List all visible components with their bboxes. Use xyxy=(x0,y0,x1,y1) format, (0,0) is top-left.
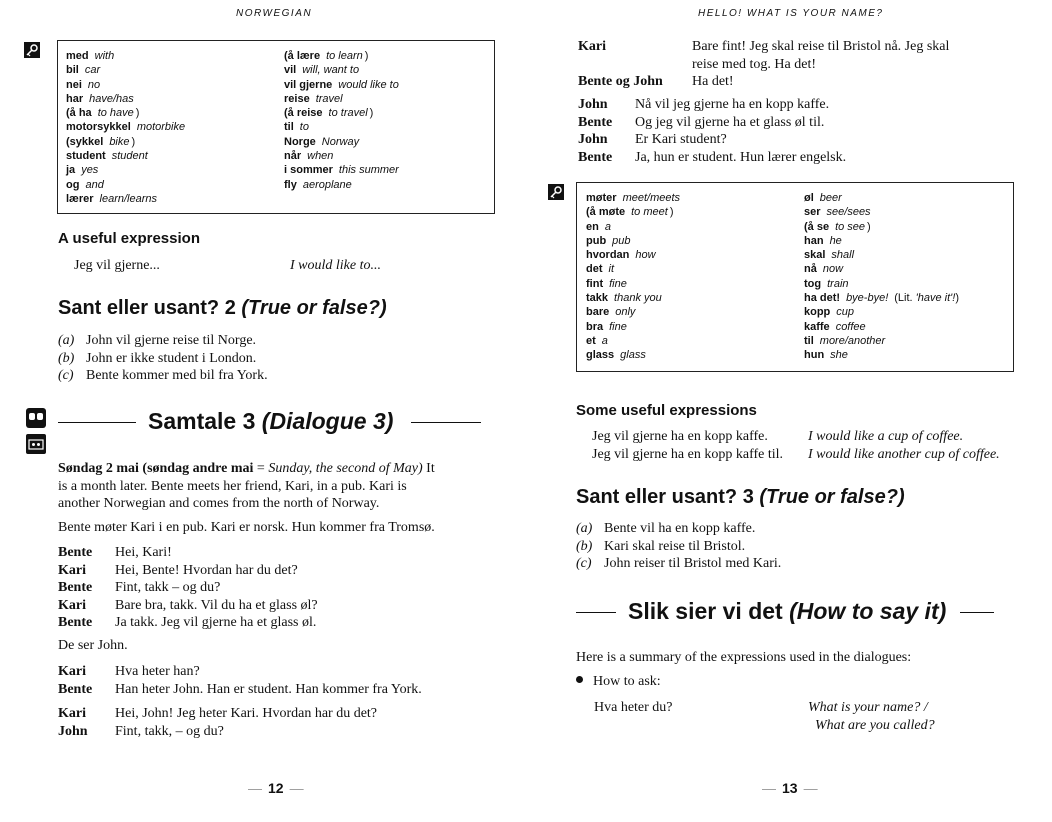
ask-norwegian: Hva heter du? xyxy=(594,700,673,715)
true-false-item xyxy=(58,332,268,350)
vocab-english: how xyxy=(635,249,656,262)
vocab-english: glass xyxy=(620,349,646,362)
useful-expression-heading: A useful expression xyxy=(58,230,200,247)
vocab-norwegian: motorsykkel xyxy=(66,121,131,134)
item-label: (a) xyxy=(58,333,75,348)
note-close: ) xyxy=(955,292,960,305)
vocab-norwegian: ser xyxy=(804,206,821,219)
vocab-english: coffee xyxy=(835,320,866,333)
dialogue-line xyxy=(578,73,949,91)
vocab-close-paren: ) xyxy=(364,50,369,62)
vocab-english: will, want to xyxy=(302,64,360,77)
vocab-norwegian: nei xyxy=(66,78,82,91)
vocab-entry xyxy=(284,49,399,63)
vocab-english: a xyxy=(601,334,608,347)
running-head: NORWEGIAN xyxy=(236,8,313,19)
vocab-english: car xyxy=(84,64,101,77)
vocab-entry xyxy=(284,149,399,163)
speech-text: Ha det! xyxy=(692,74,734,89)
dialogue-line xyxy=(578,131,846,149)
vocab-entry xyxy=(586,320,680,334)
vocab-entry xyxy=(284,120,399,134)
vocab-english: now xyxy=(822,263,844,276)
vocab-english: bike xyxy=(109,135,130,148)
vocab-english: motorbike xyxy=(136,121,186,134)
vocab-entry xyxy=(586,262,680,276)
vocab-english: no xyxy=(87,78,101,91)
vocab-note xyxy=(894,292,959,304)
item-text: John er ikke student i London. xyxy=(86,350,257,366)
vocab-english: would like to xyxy=(338,78,399,91)
vocab-norwegian: vil xyxy=(284,64,297,77)
speech-text: Fint, takk – og du? xyxy=(115,580,221,595)
vocab-close-paren: ) xyxy=(135,107,140,120)
item-label: (c) xyxy=(576,556,592,571)
vocab-english: beer xyxy=(819,192,842,204)
vocab-norwegian: (å ha xyxy=(66,107,92,120)
vocab-entry xyxy=(284,63,399,77)
vocab-entry xyxy=(284,106,399,120)
expression-norwegian: Jeg vil gjerne ha en kopp kaffe til. xyxy=(592,446,784,462)
vocab-entry xyxy=(66,63,185,77)
vocab-entry xyxy=(284,163,399,177)
vocab-norwegian: Norge xyxy=(284,135,316,148)
vocab-norwegian: student xyxy=(66,150,106,163)
vocab-close-paren: ) xyxy=(867,220,871,233)
speaker-name: Bente og John xyxy=(578,74,663,89)
useful-expression xyxy=(592,428,1000,446)
vocab-entry xyxy=(284,135,399,149)
vocab-english: thank you xyxy=(614,292,662,305)
vocab-entry xyxy=(804,320,959,334)
vocab-entry xyxy=(586,277,680,291)
vocab-english: fine xyxy=(609,277,627,290)
dialogue-block xyxy=(58,544,318,632)
dialogue-line xyxy=(578,149,846,167)
vocab-entry xyxy=(66,192,185,206)
vocab-english: pub xyxy=(612,234,631,247)
title-rule xyxy=(576,612,616,613)
item-text: Bente kommer med bil fra York. xyxy=(86,368,268,383)
date-norwegian: Søndag 2 mai (søndag andre mai xyxy=(58,461,254,476)
vocab-english: a xyxy=(604,220,611,233)
item-label: (a) xyxy=(576,521,593,536)
vocab-english: fine xyxy=(609,320,627,333)
vocab-english: bye-bye! xyxy=(846,292,889,305)
dialogue-line xyxy=(58,663,422,681)
vocab-entry xyxy=(586,248,680,262)
vocab-norwegian: i sommer xyxy=(284,164,333,177)
vocab-norwegian: øl xyxy=(804,192,814,204)
speech-text: Nå vil jeg gjerne ha en kopp kaffe. xyxy=(635,97,830,112)
vocab-norwegian: (å reise xyxy=(284,107,323,120)
useful-expressions-heading: Some useful expressions xyxy=(576,402,757,419)
vocab-entry xyxy=(804,205,959,219)
vocab-norwegian: fly xyxy=(284,178,297,191)
speaker-name: Kari xyxy=(58,706,86,721)
vocab-english: learn/learns xyxy=(99,192,158,205)
useful-expression-english: I would like to... xyxy=(290,258,381,273)
vocab-entry xyxy=(586,191,680,205)
key-icon xyxy=(24,42,40,58)
vocab-entry xyxy=(66,149,185,163)
vocab-entry xyxy=(586,305,680,319)
cassette-icon xyxy=(26,434,46,454)
vocab-entry xyxy=(66,49,185,63)
intro-text: another Norwegian and comes from the north of Norway. xyxy=(58,496,380,511)
vocab-norwegian: til xyxy=(804,334,814,347)
dialogue-line xyxy=(58,681,422,699)
vocab-entry xyxy=(804,334,959,348)
speech-text: Ja, hun er student. Hun lærer engelsk. xyxy=(635,149,847,165)
vocab-norwegian: til xyxy=(284,121,294,134)
vocab-norwegian: fint xyxy=(586,277,604,290)
vocab-norwegian: en xyxy=(586,220,599,233)
vocab-norwegian: nå xyxy=(804,263,817,276)
dialogue-intro xyxy=(58,460,498,513)
vocab-english: and xyxy=(85,178,104,191)
true-false-heading xyxy=(58,297,387,320)
vocab-entry xyxy=(804,291,959,305)
vocab-english: more/another xyxy=(819,334,886,347)
vocab-norwegian: vil gjerne xyxy=(284,78,333,91)
vocab-entry xyxy=(586,220,680,234)
item-text: Bente vil ha en kopp kaffe. xyxy=(604,521,756,536)
useful-expression xyxy=(592,446,1000,464)
dialogue-line xyxy=(58,597,318,615)
title-text: Slik sier vi det xyxy=(628,598,790,624)
item-text: Kari skal reise til Bristol. xyxy=(604,538,746,554)
speech-text: Bare bra, takk. Vil du ha et glass øl? xyxy=(115,597,318,613)
vocab-norwegian: hvordan xyxy=(586,249,630,262)
vocab-english: to meet xyxy=(631,206,668,219)
useful-expression-norwegian: Jeg vil gjerne... xyxy=(74,258,160,273)
speech-text: Er Kari student? xyxy=(635,132,727,147)
speaker-name: Bente xyxy=(578,149,613,165)
vocab-english: train xyxy=(827,277,849,290)
vocab-norwegian: bare xyxy=(586,306,610,319)
speaker-name: John xyxy=(58,723,88,739)
vocab-entry xyxy=(804,220,959,234)
expression-english: I would like another cup of coffee. xyxy=(808,446,1000,462)
page-number: — 13 — xyxy=(756,780,824,796)
speech-text: Og jeg vil gjerne ha et glass øl til. xyxy=(635,114,825,130)
vocab-entry xyxy=(66,178,185,192)
speaker-name: Bente xyxy=(58,580,93,595)
vocab-entry xyxy=(66,92,185,106)
speech-text: Han heter John. Han er student. Han kommer fra York. xyxy=(115,681,422,697)
section-title xyxy=(576,598,994,625)
vocab-norwegian: bra xyxy=(586,320,604,333)
vocab-norwegian: reise xyxy=(284,92,310,105)
dialogue-line xyxy=(58,544,318,562)
item-text: John vil gjerne reise til Norge. xyxy=(86,333,257,348)
true-false-list xyxy=(58,332,268,385)
vocab-norwegian: ha det! xyxy=(804,292,841,305)
vocab-entry xyxy=(586,291,680,305)
vocab-entry xyxy=(586,334,680,348)
expression-english: I would like a cup of coffee. xyxy=(808,429,964,444)
vocab-entry xyxy=(66,78,185,92)
vocab-english: when xyxy=(307,150,334,163)
ask-english: What are you called? xyxy=(815,718,935,733)
vocab-entry xyxy=(586,234,680,248)
vocab-norwegian: når xyxy=(284,150,302,163)
dialogue-line xyxy=(58,579,318,597)
true-false-heading xyxy=(576,486,905,509)
page-number: — 12 — xyxy=(242,780,310,796)
vocab-entry xyxy=(66,120,185,134)
vocabulary-column xyxy=(586,191,680,363)
vocab-english: he xyxy=(829,234,842,247)
speech-text: Hei, John! Jeg heter Kari. Hvordan har du det? xyxy=(115,706,378,721)
speaker-name: Kari xyxy=(58,597,86,613)
vocab-norwegian: han xyxy=(804,234,824,247)
note-italic: 'have it'! xyxy=(915,292,956,305)
dialogue-line xyxy=(58,705,377,723)
dialogue-line xyxy=(578,114,846,132)
scene-description: De ser John. xyxy=(58,638,128,653)
intro-text: is a month later. Bente meets her friend, Kari, in a pub. Kari is xyxy=(58,478,407,494)
vocab-english: travel xyxy=(315,92,343,105)
title-rule xyxy=(58,422,136,423)
dialogue-block xyxy=(578,38,949,91)
vocab-english: Norway xyxy=(321,135,360,148)
item-label: (b) xyxy=(576,538,593,554)
vocabulary-column xyxy=(284,49,399,192)
dialogue-title xyxy=(58,408,481,435)
title-italic: (How to say it) xyxy=(789,598,947,624)
vocab-entry xyxy=(804,348,959,362)
speech-text: reise med tog. Ha det! xyxy=(692,56,817,72)
vocab-english: student xyxy=(111,150,148,163)
vocab-norwegian: møter xyxy=(586,192,617,204)
dialogue-line xyxy=(58,614,318,632)
vocab-english: only xyxy=(615,306,636,319)
vocab-english: shall xyxy=(831,249,855,262)
speech-text: Fint, takk, – og du? xyxy=(115,723,224,739)
vocab-close-paren: ) xyxy=(369,107,374,120)
bullet-item xyxy=(576,674,661,690)
vocab-entry xyxy=(66,106,185,120)
speaker-name: Bente xyxy=(58,545,93,560)
vocab-english: cup xyxy=(836,306,855,319)
title-rule xyxy=(960,612,994,613)
vocab-norwegian: og xyxy=(66,178,80,191)
vocab-english: it xyxy=(608,263,614,276)
title-italic: (Dialogue 3) xyxy=(261,408,394,434)
bullet-text: How to ask: xyxy=(593,674,661,689)
vocabulary-column xyxy=(66,49,185,206)
vocab-norwegian: med xyxy=(66,50,89,62)
speaker-name: Bente xyxy=(58,615,93,630)
speaker-name: Bente xyxy=(58,681,93,697)
key-icon xyxy=(548,184,564,200)
vocab-english: to learn xyxy=(326,50,363,62)
vocab-entry xyxy=(66,163,185,177)
vocab-entry xyxy=(804,262,959,276)
speech-icon xyxy=(26,408,46,428)
vocab-entry xyxy=(586,205,680,219)
vocab-entry xyxy=(284,92,399,106)
true-false-item xyxy=(576,538,781,556)
expression-norwegian: Jeg vil gjerne ha en kopp kaffe. xyxy=(592,429,768,444)
vocab-norwegian: det xyxy=(586,263,603,276)
vocab-norwegian: hun xyxy=(804,349,825,362)
vocab-entry xyxy=(284,78,399,92)
speech-text: Hei, Bente! Hvordan har du det? xyxy=(115,562,298,578)
vocab-norwegian: lærer xyxy=(66,192,94,205)
speech-text: Hei, Kari! xyxy=(115,545,172,560)
vocab-english: to have xyxy=(97,107,134,120)
vocab-entry xyxy=(804,277,959,291)
date-english: Sunday, the second of May) xyxy=(268,461,423,476)
title-rule xyxy=(411,422,481,423)
true-false-item xyxy=(58,367,268,385)
vocab-norwegian: kopp xyxy=(804,306,831,319)
speaker-name: Kari xyxy=(58,562,86,578)
vocab-entry xyxy=(804,305,959,319)
vocab-norwegian: (sykkel xyxy=(66,135,104,148)
dialogue-line xyxy=(578,56,949,74)
vocab-norwegian: kaffe xyxy=(804,320,830,333)
date-equals: = xyxy=(253,461,269,476)
speech-text: Hva heter han? xyxy=(115,664,200,679)
note-text: (Lit. xyxy=(894,292,916,305)
vocab-entry xyxy=(586,348,680,362)
dialogue-block xyxy=(58,663,422,698)
summary-text: Here is a summary of the expressions used in the dialogues: xyxy=(576,650,912,665)
dialogue-line xyxy=(58,562,318,580)
vocab-norwegian: (å lære xyxy=(284,50,321,62)
vocab-english: to travel xyxy=(328,107,368,120)
vocab-english: with xyxy=(94,50,115,62)
vocab-norwegian: takk xyxy=(586,292,609,305)
heading-italic: (True or false?) xyxy=(241,297,387,319)
item-text: John reiser til Bristol med Kari. xyxy=(604,556,782,571)
bullet-icon xyxy=(576,676,583,683)
speaker-name: Kari xyxy=(578,39,606,54)
vocab-close-paren: ) xyxy=(669,206,674,219)
vocab-norwegian: et xyxy=(586,334,596,347)
vocab-english: aeroplane xyxy=(302,178,352,191)
running-head: HELLO! WHAT IS YOUR NAME? xyxy=(698,8,884,19)
right-page xyxy=(526,0,1052,822)
vocabulary-column xyxy=(804,191,959,363)
vocab-english: to xyxy=(299,121,309,134)
dialogue-line xyxy=(578,96,846,114)
vocab-norwegian: glass xyxy=(586,349,615,362)
title-text: Samtale 3 xyxy=(148,408,262,434)
vocab-english: yes xyxy=(81,164,99,177)
true-false-item xyxy=(576,555,781,573)
vocab-entry xyxy=(804,234,959,248)
vocab-english: she xyxy=(830,349,848,362)
speech-text: Ja takk. Jeg vil gjerne ha et glass øl. xyxy=(115,615,317,630)
speaker-name: Kari xyxy=(58,664,86,679)
heading-text: Sant eller usant? 3 xyxy=(576,486,760,508)
dialogue-line xyxy=(58,723,377,741)
vocab-norwegian: ja xyxy=(66,164,76,177)
vocab-norwegian: pub xyxy=(586,234,607,247)
vocab-norwegian: tog xyxy=(804,277,822,290)
vocab-norwegian: (å møte xyxy=(586,206,626,219)
speaker-name: John xyxy=(578,97,608,112)
vocab-entry xyxy=(66,135,185,149)
vocab-norwegian: skal xyxy=(804,249,826,262)
vocab-norwegian: (å se xyxy=(804,220,830,233)
scene-description: Bente møter Kari i en pub. Kari er norsk. Hun kommer fra Tromsø. xyxy=(58,520,435,535)
ask-english: What is your name? / xyxy=(808,700,928,715)
vocab-entry xyxy=(804,191,959,205)
vocabulary-box xyxy=(576,182,1014,372)
vocabulary-box xyxy=(57,40,495,214)
dialogue-line xyxy=(578,38,949,56)
dialogue-block xyxy=(578,96,846,166)
vocab-entry xyxy=(804,248,959,262)
item-label: (b) xyxy=(58,350,75,366)
vocab-english: this summer xyxy=(338,164,399,177)
vocab-english: to see xyxy=(835,220,866,233)
vocab-english: have/has xyxy=(89,92,134,105)
true-false-item xyxy=(58,350,268,368)
vocab-english: meet/meets xyxy=(622,192,681,204)
vocab-entry xyxy=(284,178,399,192)
vocab-english: see/sees xyxy=(826,206,871,219)
speaker-name: John xyxy=(578,132,608,147)
dialogue-block xyxy=(58,705,377,740)
intro-text: It xyxy=(426,461,435,476)
vocab-norwegian: har xyxy=(66,92,84,105)
speaker-name: Bente xyxy=(578,114,613,130)
vocab-close-paren: ) xyxy=(131,135,136,148)
useful-expressions-list xyxy=(592,428,1000,463)
true-false-list xyxy=(576,520,781,573)
vocab-norwegian: bil xyxy=(66,64,79,77)
item-label: (c) xyxy=(58,368,74,383)
heading-text: Sant eller usant? 2 xyxy=(58,297,242,319)
true-false-item xyxy=(576,520,781,538)
speech-text: Bare fint! Jeg skal reise til Bristol nå. Jeg skal xyxy=(692,39,950,54)
heading-italic: (True or false?) xyxy=(759,486,905,508)
